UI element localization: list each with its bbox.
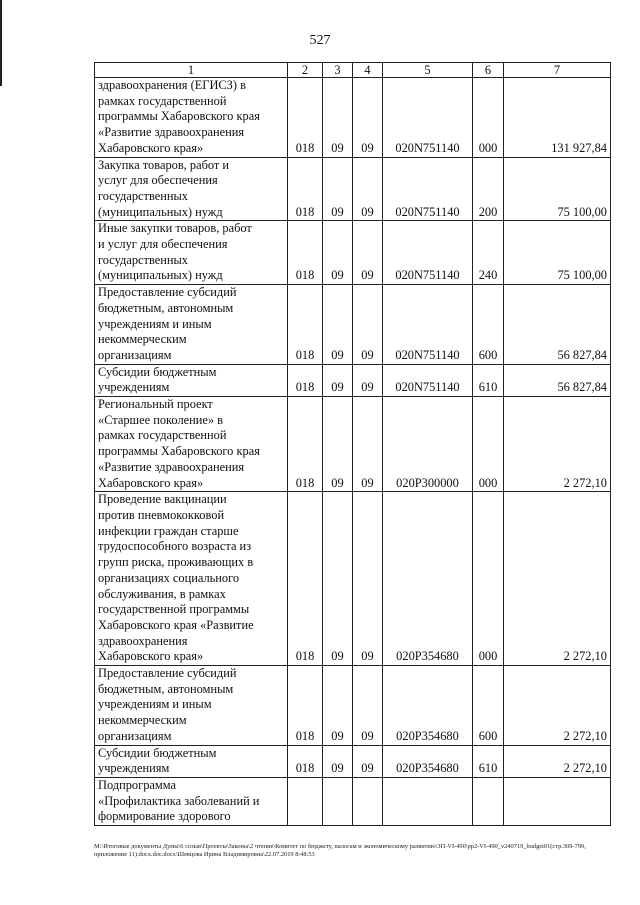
row-name-line: здравоохранения [98, 633, 188, 648]
row-name-line: услуг для обеспечения [98, 173, 218, 188]
row-name-cell [95, 78, 288, 158]
amount-cell: 2 272,10 [504, 397, 611, 492]
ministry-code-cell: 018 [288, 78, 323, 158]
row-name-line: Хабаровского края «Развитие [98, 617, 254, 632]
amount-cell: 75 100,00 [504, 221, 611, 285]
table-row [95, 78, 611, 158]
target-article-cell: 020N751140 [383, 78, 473, 158]
amount-cell: 2 272,10 [504, 666, 611, 746]
row-name-line: Хабаровского края» [98, 649, 204, 664]
row-name-cell [95, 221, 288, 285]
ministry-code-cell: 018 [288, 285, 323, 365]
table-row [95, 492, 611, 666]
table-row [95, 221, 611, 285]
row-name-line: здравоохранения (ЕГИСЗ) в [98, 78, 246, 92]
header-row [95, 63, 611, 78]
header-cell-3: 3 [323, 63, 353, 78]
subsection-code-cell: 09 [353, 745, 383, 777]
ministry-code-cell [288, 777, 323, 825]
subsection-code-cell: 09 [353, 666, 383, 746]
row-name-cell [95, 492, 288, 666]
row-name-line: организациям [98, 347, 172, 362]
row-name-line: Субсидии бюджетным [98, 745, 217, 760]
amount-cell: 2 272,10 [504, 745, 611, 777]
ministry-code-cell: 018 [288, 492, 323, 666]
row-name-line: государственных [98, 188, 189, 203]
row-name-line: Предоставление субсидий [98, 285, 237, 300]
row-name-line: Закупка товаров, работ и [98, 157, 230, 172]
row-name-line: Подпрограмма [98, 777, 176, 792]
amount-cell: 56 827,84 [504, 285, 611, 365]
header-cell-6: 6 [473, 63, 504, 78]
row-name-cell [95, 745, 288, 777]
row-name-line: учреждениям [98, 380, 170, 395]
expense-type-cell: 000 [473, 397, 504, 492]
amount-cell: 75 100,00 [504, 157, 611, 221]
row-name-line: Проведение вакцинации [98, 492, 227, 507]
row-name-line: программы Хабаровского края [98, 109, 260, 124]
expense-type-cell: 600 [473, 666, 504, 746]
subsection-code-cell: 09 [353, 285, 383, 365]
row-name-line: и услуг для обеспечения [98, 237, 228, 252]
row-name-line: групп риска, проживающих в [98, 555, 254, 570]
table-body [95, 78, 611, 826]
file-path-footer: M:\Итоговые документы Думы\6 созыв\Проекты\Законы\2 чтение\Комитет по бюджету, налогам и экономическому развитию\ЗП-VI-490\рр2-VI-490_v240719_budget01(стр.309-799, приложение 11).docx.doc.docx\Шевцова Ирина Владимировна\22.07.2019 8:48:53 [94, 843, 586, 859]
row-name-cell [95, 397, 288, 492]
table-row [95, 157, 611, 221]
target-article-cell: 020P354680 [383, 492, 473, 666]
header-cell-1: 1 [95, 63, 288, 78]
table-row [95, 397, 611, 492]
table-row [95, 285, 611, 365]
expense-type-cell: 000 [473, 78, 504, 158]
row-name-line: инфекции граждан старше [98, 523, 239, 538]
subsection-code-cell [353, 777, 383, 825]
expense-type-cell: 240 [473, 221, 504, 285]
row-name-line: организациям [98, 728, 172, 743]
amount-cell: 56 827,84 [504, 364, 611, 396]
table-row [95, 745, 611, 777]
header-cell-4: 4 [353, 63, 383, 78]
expense-type-cell [473, 777, 504, 825]
ministry-code-cell: 018 [288, 666, 323, 746]
subsection-code-cell: 09 [353, 397, 383, 492]
budget-table [94, 62, 611, 826]
row-name-cell [95, 157, 288, 221]
row-name-line: рамках государственной [98, 428, 227, 443]
row-name-line: учреждениям и иным [98, 697, 212, 712]
row-name-line: формирование здорового [98, 809, 231, 824]
row-name-line: Предоставление субсидий [98, 666, 237, 681]
subsection-code-cell: 09 [353, 78, 383, 158]
row-name-cell [95, 666, 288, 746]
row-name-line: Субсидии бюджетным [98, 364, 217, 379]
ministry-code-cell: 018 [288, 397, 323, 492]
section-code-cell: 09 [323, 78, 353, 158]
amount-cell [504, 777, 611, 825]
subsection-code-cell: 09 [353, 221, 383, 285]
target-article-cell [383, 777, 473, 825]
row-name-line: трудоспособного возраста из [98, 539, 252, 554]
row-name-line: обслуживания, в рамках [98, 586, 226, 601]
section-code-cell: 09 [323, 397, 353, 492]
subsection-code-cell: 09 [353, 492, 383, 666]
header-cell-5: 5 [383, 63, 473, 78]
row-name-cell [95, 777, 288, 825]
header-cell-7: 7 [504, 63, 611, 78]
ministry-code-cell: 018 [288, 221, 323, 285]
row-name-line: некоммерческим [98, 713, 187, 728]
target-article-cell: 020N751140 [383, 364, 473, 396]
row-name-line: программы Хабаровского края [98, 444, 260, 459]
table-row [95, 666, 611, 746]
row-name-line: бюджетным, автономным [98, 300, 234, 315]
row-name-line: (муниципальных) нужд [98, 204, 223, 219]
ministry-code-cell: 018 [288, 745, 323, 777]
row-name-line: некоммерческим [98, 332, 187, 347]
section-code-cell: 09 [323, 221, 353, 285]
row-name-line: Хабаровского края» [98, 140, 204, 155]
section-code-cell [323, 777, 353, 825]
amount-cell: 131 927,84 [504, 78, 611, 158]
ministry-code-cell: 018 [288, 364, 323, 396]
row-name-line: «Старшее поколение» в [98, 412, 224, 427]
section-code-cell: 09 [323, 492, 353, 666]
target-article-cell: 020N751140 [383, 221, 473, 285]
row-name-line: государственных [98, 252, 189, 267]
ministry-code-cell: 018 [288, 157, 323, 221]
row-name-line: учреждениям [98, 761, 170, 776]
row-name-line: (муниципальных) нужд [98, 268, 223, 283]
row-name-line: государственной программы [98, 602, 250, 617]
amount-cell: 2 272,10 [504, 492, 611, 666]
section-code-cell: 09 [323, 157, 353, 221]
row-name-line: организациях социального [98, 570, 240, 585]
row-name-line: учреждениям и иным [98, 316, 212, 331]
row-name-line: Региональный проект [98, 397, 213, 412]
target-article-cell: 020P354680 [383, 666, 473, 746]
row-name-cell [95, 364, 288, 396]
subsection-code-cell: 09 [353, 364, 383, 396]
subsection-code-cell: 09 [353, 157, 383, 221]
row-name-line: бюджетным, автономным [98, 681, 234, 696]
row-name-line: «Развитие здравоохранения [98, 459, 245, 474]
section-code-cell: 09 [323, 745, 353, 777]
expense-type-cell: 200 [473, 157, 504, 221]
row-name-line: «Профилактика заболеваний и [98, 793, 260, 808]
row-name-line: рамках государственной [98, 93, 227, 108]
page-number: 527 [309, 33, 331, 48]
row-name-line: Иные закупки товаров, работ [98, 221, 252, 236]
target-article-cell: 020N751140 [383, 285, 473, 365]
row-name-line: Хабаровского края» [98, 475, 204, 490]
table-row [95, 777, 611, 825]
table-row [95, 364, 611, 396]
section-code-cell: 09 [323, 364, 353, 396]
expense-type-cell: 000 [473, 492, 504, 666]
section-code-cell: 09 [323, 285, 353, 365]
row-name-line: против пневмококковой [98, 507, 225, 522]
target-article-cell: 020N751140 [383, 157, 473, 221]
expense-type-cell: 610 [473, 745, 504, 777]
target-article-cell: 020P354680 [383, 745, 473, 777]
target-article-cell: 020P300000 [383, 397, 473, 492]
expense-type-cell: 610 [473, 364, 504, 396]
expense-type-cell: 600 [473, 285, 504, 365]
row-name-cell [95, 285, 288, 365]
header-cell-2: 2 [288, 63, 323, 78]
section-code-cell: 09 [323, 666, 353, 746]
row-name-line: «Развитие здравоохранения [98, 125, 245, 140]
